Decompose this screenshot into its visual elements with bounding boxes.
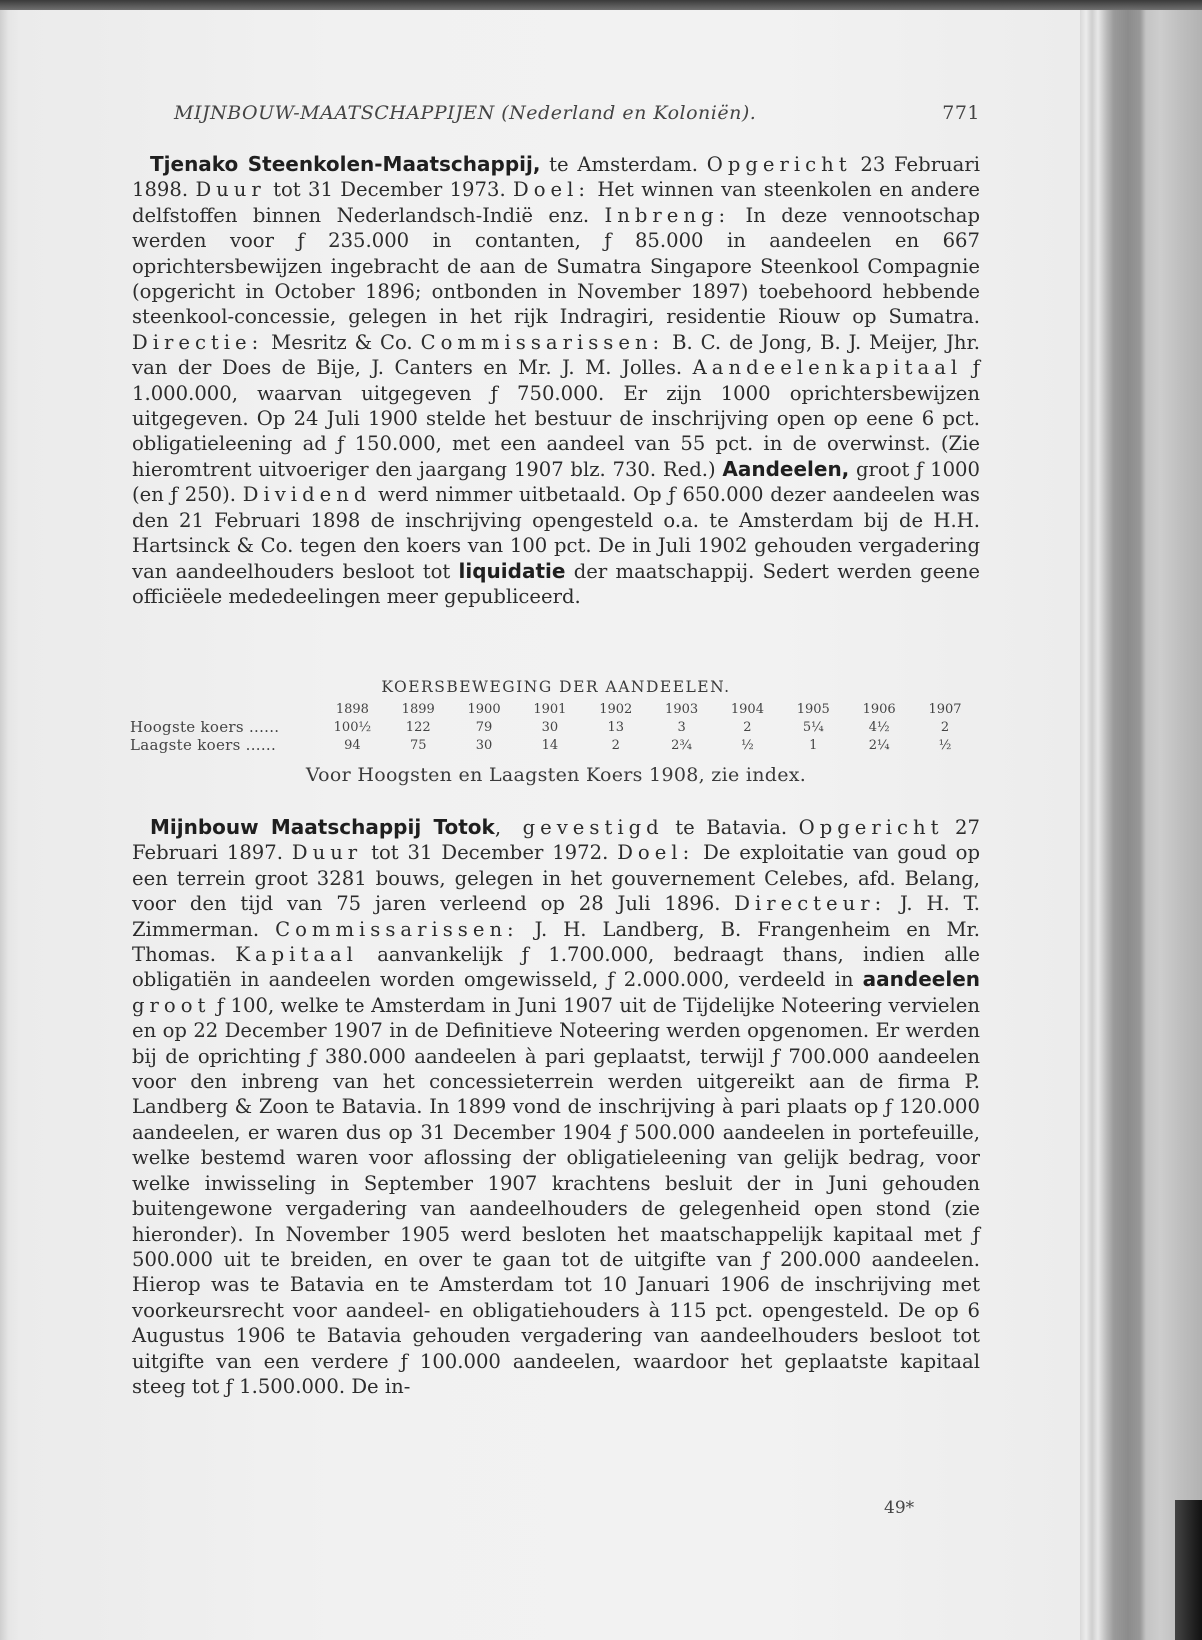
table-cell: 94	[344, 737, 361, 753]
label-liquidatie: liquidatie	[458, 558, 566, 583]
label-commissarissen: Commissarissen:	[420, 330, 665, 354]
company-name: Tjenako Steenkolen-Maatschappij,	[150, 152, 541, 176]
table-cell: 100½	[333, 719, 372, 735]
company-name: Mijnbouw Maatschappij Totok	[150, 815, 495, 839]
label-inbreng: Inbreng:	[604, 203, 731, 227]
table-cell: 4½	[868, 719, 890, 735]
table-cell: ½	[741, 737, 754, 753]
label-duur: Duur	[291, 841, 363, 865]
signature-mark: 49*	[884, 1498, 915, 1518]
entry-paragraph: Tjenako Steenkolen-Maatschappij, te Amsterdam. Opgericht 23 Februari 1898. Duur tot 31 December 1973. Doel: Het winnen van steenkolen en andere delfstoffen binnen Nederlandsch-Indië enz. Inbreng: In deze vennootschap werden voor ƒ 235.000 in contanten, ƒ 85.000 in aandeelen en 667 oprichtersbewijzen ingebracht de aan de Sumatra Singapore Steenkool Compagnie (opgericht in October 1896; ontbonden in November 1897) toebehoord hebbende steenkool-concessie, gelegen in het rijk Indragiri, residentie Riouw op Sumatra. Directie: Mesritz & Co. Commissarissen: B. C. de Jong, B. J. Meijer, Jhr. van der Does de Bije, J. Canters en Mr. J. M. Jolles. Aandeelenkapitaal ƒ 1.000.000, waarvan uitgegeven ƒ 750.000. Er zijn 1000 oprichtersbewijzen uitgegeven. Op 24 Juli 1900 stelde het bestuur de inschrijving open op eene 6 pct. obligatieleening ad ƒ 150.000, met een aandeel van 55 pct. in de overwinst. (Zie hieromtrent uitvoeriger den jaargang 1907 blz. 730. Red.) Aandeelen, groot ƒ 1000 (en ƒ 250). Dividend werd nimmer uitbetaald. Op ƒ 650.000 dezer aandeelen was den 21 Februari 1898 de inschrijving opengesteld o.a. te Amsterdam bij de H.H. Hartsinck & Co. tegen den koers van 100 pct. De in Juli 1902 gehouden vergadering van aandeelhouders besloot tot liquidatie der maatschappij. Sedert werden geene officiëele mededeelingen meer gepubliceerd.	[132, 152, 980, 608]
year-header: 1902	[599, 701, 633, 717]
entry-paragraph: Mijnbouw Maatschappij Totok, gevestigd te Batavia. Opgericht 27 Februari 1897. Duur tot 31 December 1972. Doel: De exploitatie van goud op een terrein groot 3281 bouws, gelegen in het gouvernement Celebes, afd. Belang, voor den tijd van 75 jaren verleend op 28 Juli 1896. Directeur: J. H. T. Zimmerman. Commissarissen: J. H. Landberg, B. Frangenheim en Mr. Thomas. Kapitaal aanvankelijk ƒ 1.700.000, bedraagt thans, indien alle obligatiën in aandeelen worden omgewisseld, ƒ 2.000.000, verdeeld in aandeelen groot ƒ 100, welke te Amsterdam in Juni 1907 uit de Tijdelijke Noteering vervielen en op 22 December 1907 in de Definitieve Noteering werden opgenomen. Er werden bij de oprichting ƒ 380.000 aandeelen à pari geplaatst, terwijl ƒ 700.000 aandeelen voor den inbreng van het concessieterrein werden uitgereikt aan de firma P. Landberg & Zoon te Batavia. In 1899 vond de inschrijving à pari plaats op ƒ 120.000 aandeelen, er waren dus op 31 December 1904 ƒ 500.000 aandeelen in portefeuille, welke bestemd waren voor aflossing der obligatieleening van gelijk bedrag, voor welke inwisseling in September 1907 krachtens besluit der in Juni gehouden buitengewone vergadering van aandeelhouders de gelegenheid open stond (zie hieronder). In November 1905 werd besloten het maatschappelijk kapitaal met ƒ 500.000 uit te breiden, en over te gaan tot de uitgifte van ƒ 200.000 aandeelen. Hierop was te Batavia en te Amsterdam tot 10 Januari 1906 de inschrijving met voorkeursrecht voor aandeel- en obligatiehouders à 115 pct. opengesteld. De op 6 Augustus 1906 te Batavia gehouden vergadering van aandeelhouders besloot tot uitgifte van een verdere ƒ 100.000 aandeelen, waardoor het geplaatste kapitaal steeg tot ƒ 1.500.000. De in-	[132, 815, 980, 1398]
koers-footnote: Voor Hoogsten en Laagsten Koers 1908, zie index.	[305, 764, 807, 786]
page-number: 771	[942, 102, 980, 124]
table-cell: 75	[409, 737, 427, 753]
table-cell: 30	[475, 737, 493, 753]
koers-table-title: KOERSBEWEGING DER AANDEELEN.	[381, 678, 731, 696]
table-cell: 3	[677, 719, 686, 735]
year-header: 1903	[665, 701, 699, 717]
table-cell: 2	[940, 719, 950, 735]
table-cell: 30	[541, 719, 559, 735]
book-cover-edge	[1175, 1500, 1202, 1640]
label-gevestigd: , gevestigd	[494, 816, 664, 839]
row-label: Laagste koers ......	[130, 736, 277, 754]
label-duur: Duur	[195, 178, 266, 202]
label-aandeelen: aandeelen	[862, 967, 980, 992]
year-header: 1905	[796, 701, 830, 717]
table-cell: 79	[475, 719, 493, 735]
running-head	[174, 102, 980, 124]
running-head-title: MIJNBOUW-MAATSCHAPPIJEN (Nederland en Koloniën).	[174, 102, 757, 124]
row-label: Hoogste koers ......	[130, 718, 280, 736]
year-header: 1904	[730, 701, 764, 717]
table-cell: 2¾	[671, 737, 693, 753]
table-cell: 2	[743, 719, 752, 735]
table-cell: 14	[541, 737, 559, 753]
page-edges	[1080, 10, 1202, 1640]
entry-tjenako	[132, 152, 980, 609]
label-opgericht: Opgericht	[798, 816, 944, 839]
entry-totok	[132, 815, 980, 1399]
label-directeur: Directeur:	[734, 892, 887, 916]
year-header: 1898	[335, 701, 369, 717]
year-header: 1907	[928, 701, 962, 717]
koers-table	[130, 700, 978, 754]
label-aandeelenkapitaal: Aandeelenkapitaal	[692, 356, 963, 380]
table-cell: 13	[607, 719, 625, 735]
label-opgericht: Opgericht	[706, 153, 852, 176]
year-header: 1900	[467, 701, 501, 717]
table-cell: 1	[809, 737, 818, 753]
label-doel: Doel:	[513, 178, 590, 202]
year-header: 1899	[401, 701, 435, 717]
label-kapitaal: Kapitaal	[235, 943, 358, 967]
label-doel: Doel:	[617, 841, 695, 865]
table-cell: ½	[938, 737, 952, 753]
table-cell: 2	[611, 737, 620, 753]
label-aandeelen: Aandeelen,	[722, 456, 850, 481]
table-row	[130, 736, 978, 754]
label-directie: Directie:	[132, 330, 264, 354]
year-header: 1901	[533, 701, 567, 717]
table-cell: 122	[405, 719, 431, 735]
table-cell: 5¼	[802, 719, 824, 735]
table-header-row	[130, 700, 978, 718]
table-cell: 2¼	[868, 737, 890, 753]
label-dividend: Dividend	[242, 483, 372, 507]
table-row	[130, 718, 978, 736]
label-groot: groot	[132, 993, 211, 1017]
label-commissarissen: Commissarissen:	[275, 917, 519, 941]
year-header: 1906	[862, 701, 896, 717]
